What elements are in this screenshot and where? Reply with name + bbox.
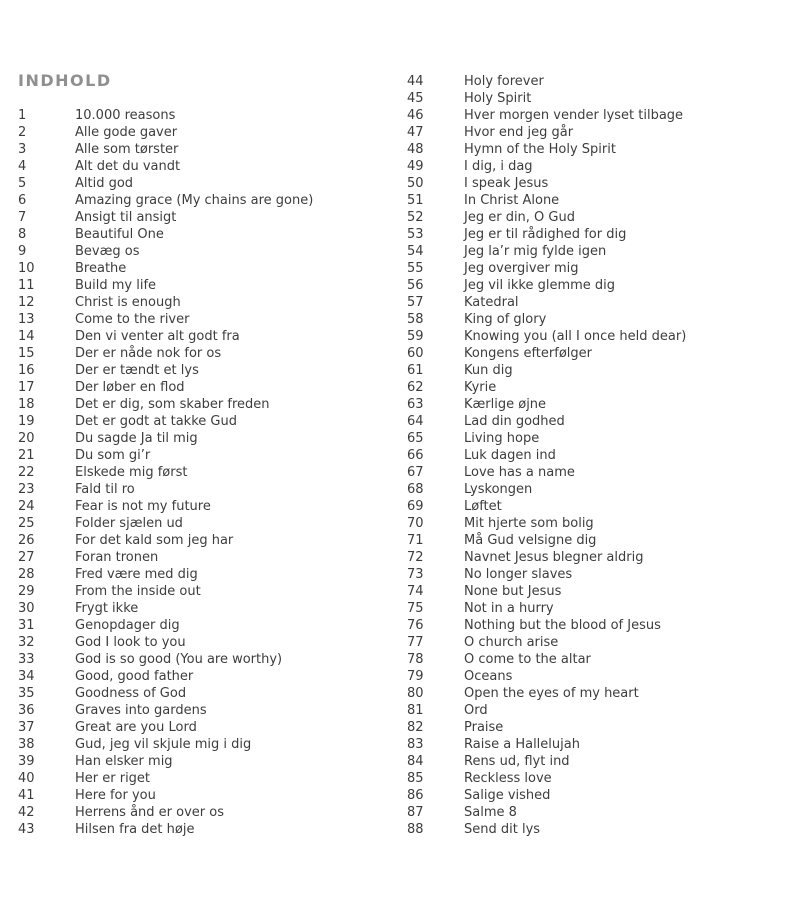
toc-entry-title: I speak Jesus xyxy=(464,176,549,191)
toc-entry-number: 52 xyxy=(407,210,424,225)
toc-entry-title: Altid god xyxy=(75,176,134,191)
toc-entry-number: 39 xyxy=(18,754,35,769)
toc-entry-number: 67 xyxy=(407,465,424,480)
toc-entry xyxy=(407,107,686,124)
toc-entry-number: 11 xyxy=(18,278,35,293)
toc-entry xyxy=(18,345,313,362)
toc-entry-title: Open the eyes of my heart xyxy=(464,686,639,701)
toc-entry-title: Der løber en flod xyxy=(75,380,185,395)
toc-entry-title: I dig, i dag xyxy=(464,159,533,174)
toc-entry-title: Der er tændt et lys xyxy=(75,363,199,378)
toc-entry-title: Graves into gardens xyxy=(75,703,207,718)
toc-entry-title: God I look to you xyxy=(75,635,186,650)
toc-entry-title: Beautiful One xyxy=(75,227,164,242)
toc-entry-title: Reckless love xyxy=(464,771,552,786)
toc-entry-title: Kongens efterfølger xyxy=(464,346,592,361)
toc-entry-title: O come to the altar xyxy=(464,652,591,667)
toc-entry-number: 58 xyxy=(407,312,424,327)
toc-entry xyxy=(407,702,686,719)
toc-entry-title: Fred være med dig xyxy=(75,567,198,582)
toc-entry-number: 43 xyxy=(18,822,35,837)
toc-entry xyxy=(18,498,313,515)
toc-entry-title: Katedral xyxy=(464,295,519,310)
toc-entry-number: 29 xyxy=(18,584,35,599)
toc-entry xyxy=(407,804,686,821)
toc-entry xyxy=(18,583,313,600)
toc-entry-number: 54 xyxy=(407,244,424,259)
toc-entry-title: Der er nåde nok for os xyxy=(75,346,222,361)
toc-entry-title: Hymn of the Holy Spirit xyxy=(464,142,616,157)
toc-entry-number: 10 xyxy=(18,261,35,276)
toc-entry-number: 15 xyxy=(18,346,35,361)
toc-entry-number: 74 xyxy=(407,584,424,599)
toc-entry-title: Løftet xyxy=(464,499,502,514)
toc-entry-number: 16 xyxy=(18,363,35,378)
toc-entry-number: 28 xyxy=(18,567,35,582)
toc-entry-title: In Christ Alone xyxy=(464,193,560,208)
toc-entry-title: Fear is not my future xyxy=(75,499,211,514)
toc-entry xyxy=(18,124,313,141)
toc-entry-number: 83 xyxy=(407,737,424,752)
toc-entry xyxy=(18,311,313,328)
toc-entry-number: 81 xyxy=(407,703,424,718)
toc-entry-number: 27 xyxy=(18,550,35,565)
toc-entry-title: Alle som tørster xyxy=(75,142,179,157)
toc-entry-title: Kærlige øjne xyxy=(464,397,547,412)
toc-entry xyxy=(407,175,686,192)
toc-entry-title: Ord xyxy=(464,703,488,718)
toc-entry-number: 2 xyxy=(18,125,27,140)
toc-entry xyxy=(407,532,686,549)
toc-entry xyxy=(18,413,313,430)
toc-entry-title: Breathe xyxy=(75,261,127,276)
toc-entry xyxy=(18,447,313,464)
toc-entry-title: Hvor end jeg går xyxy=(464,125,574,140)
toc-entry xyxy=(18,464,313,481)
toc-entry-number: 7 xyxy=(18,210,27,225)
toc-entry-title: None but Jesus xyxy=(464,584,562,599)
toc-entry xyxy=(18,532,313,549)
toc-entry-title: Bevæg os xyxy=(75,244,140,259)
toc-entry-number: 30 xyxy=(18,601,35,616)
toc-entry-number: 88 xyxy=(407,822,424,837)
toc-entry xyxy=(18,753,313,770)
toc-entry-number: 50 xyxy=(407,176,424,191)
toc-entry xyxy=(18,770,313,787)
toc-entry xyxy=(407,515,686,532)
toc-entry-number: 45 xyxy=(407,91,424,106)
toc-entry-title: Holy forever xyxy=(464,74,544,89)
toc-entry xyxy=(407,396,686,413)
toc-entry-number: 62 xyxy=(407,380,424,395)
toc-entry xyxy=(407,770,686,787)
toc-entry xyxy=(407,209,686,226)
toc-entry xyxy=(18,804,313,821)
toc-column-right xyxy=(407,73,686,838)
toc-entry xyxy=(18,702,313,719)
toc-entry-title: Den vi venter alt godt fra xyxy=(75,329,240,344)
toc-entry xyxy=(18,481,313,498)
toc-entry-title: Raise a Hallelujah xyxy=(464,737,580,752)
toc-entry-number: 47 xyxy=(407,125,424,140)
toc-entry-title: Praise xyxy=(464,720,504,735)
toc-entry-number: 36 xyxy=(18,703,35,718)
toc-entry xyxy=(18,787,313,804)
toc-entry-title: Frygt ikke xyxy=(75,601,139,616)
toc-entry xyxy=(407,583,686,600)
toc-entry xyxy=(407,736,686,753)
toc-entry-title: Alle gode gaver xyxy=(75,125,178,140)
toc-entry-number: 19 xyxy=(18,414,35,429)
toc-entry-number: 55 xyxy=(407,261,424,276)
toc-entry xyxy=(407,73,686,90)
toc-entry-number: 42 xyxy=(18,805,35,820)
toc-entry xyxy=(407,498,686,515)
toc-entry-number: 87 xyxy=(407,805,424,820)
toc-entry-title: King of glory xyxy=(464,312,547,327)
toc-entry-number: 26 xyxy=(18,533,35,548)
toc-entry-number: 21 xyxy=(18,448,35,463)
toc-entry xyxy=(18,736,313,753)
toc-entry-number: 9 xyxy=(18,244,27,259)
toc-entry-number: 40 xyxy=(18,771,35,786)
toc-entry xyxy=(407,464,686,481)
toc-entry-title: Knowing you (all I once held dear) xyxy=(464,329,687,344)
toc-entry xyxy=(407,600,686,617)
toc-entry-title: Good, good father xyxy=(75,669,194,684)
toc-entry xyxy=(407,90,686,107)
toc-entry xyxy=(407,821,686,838)
toc-entry-number: 75 xyxy=(407,601,424,616)
toc-entry-number: 24 xyxy=(18,499,35,514)
toc-entry-title: Herrens ånd er over os xyxy=(75,805,225,820)
toc-entry-number: 12 xyxy=(18,295,35,310)
toc-entry-title: Goodness of God xyxy=(75,686,187,701)
toc-entry-title: Lad din godhed xyxy=(464,414,565,429)
toc-entry-title: Her er riget xyxy=(75,771,151,786)
toc-entry-number: 69 xyxy=(407,499,424,514)
toc-entry xyxy=(407,549,686,566)
toc-entry-title: Genopdager dig xyxy=(75,618,180,633)
toc-entry-number: 86 xyxy=(407,788,424,803)
toc-entry-number: 57 xyxy=(407,295,424,310)
toc-entry-title: Han elsker mig xyxy=(75,754,173,769)
toc-entry-title: Gud, jeg vil skjule mig i dig xyxy=(75,737,252,752)
toc-entry-number: 66 xyxy=(407,448,424,463)
toc-entry-title: Love has a name xyxy=(464,465,575,480)
toc-entry-number: 84 xyxy=(407,754,424,769)
toc-entry-title: Salme 8 xyxy=(464,805,517,820)
toc-entry-number: 49 xyxy=(407,159,424,174)
toc-entry-title: Må Gud velsigne dig xyxy=(464,533,597,548)
toc-entry xyxy=(407,617,686,634)
toc-entry-number: 35 xyxy=(18,686,35,701)
toc-entry xyxy=(18,600,313,617)
toc-entry-number: 6 xyxy=(18,193,27,208)
toc-entry-title: Du sagde Ja til mig xyxy=(75,431,198,446)
toc-entry-number: 77 xyxy=(407,635,424,650)
toc-entry xyxy=(18,668,313,685)
toc-entry xyxy=(407,668,686,685)
toc-entry xyxy=(18,277,313,294)
toc-entry-title: Fald til ro xyxy=(75,482,135,497)
toc-entry xyxy=(18,294,313,311)
toc-entry-title: Christ is enough xyxy=(75,295,181,310)
toc-entry-number: 37 xyxy=(18,720,35,735)
toc-entry-number: 80 xyxy=(407,686,424,701)
toc-entry-number: 34 xyxy=(18,669,35,684)
toc-entry-title: Jeg vil ikke glemme dig xyxy=(464,278,616,293)
toc-entry xyxy=(407,328,686,345)
toc-entry-number: 1 xyxy=(18,108,27,123)
toc-entry-title: Build my life xyxy=(75,278,157,293)
toc-entry-title: Ansigt til ansigt xyxy=(75,210,177,225)
toc-entry xyxy=(407,141,686,158)
toc-entry-number: 61 xyxy=(407,363,424,378)
toc-entry xyxy=(407,243,686,260)
toc-entry-title: Det er godt at takke Gud xyxy=(75,414,237,429)
toc-entry-number: 63 xyxy=(407,397,424,412)
toc-entry xyxy=(407,379,686,396)
toc-entry-title: Foran tronen xyxy=(75,550,159,565)
toc-entry-number: 82 xyxy=(407,720,424,735)
toc-entry xyxy=(18,209,313,226)
toc-entry-number: 4 xyxy=(18,159,27,174)
toc-entry-title: Amazing grace (My chains are gone) xyxy=(75,193,314,208)
toc-entry xyxy=(18,175,313,192)
toc-entry-title: Jeg er til rådighed for dig xyxy=(464,227,627,242)
toc-entry-number: 78 xyxy=(407,652,424,667)
toc-entry xyxy=(18,107,313,124)
toc-entry-number: 23 xyxy=(18,482,35,497)
toc-entry-title: Send dit lys xyxy=(464,822,541,837)
toc-entry-number: 64 xyxy=(407,414,424,429)
toc-entry-title: Holy Spirit xyxy=(464,91,532,106)
toc-entry xyxy=(18,141,313,158)
toc-entry-number: 51 xyxy=(407,193,424,208)
toc-entry-number: 38 xyxy=(18,737,35,752)
toc-entry xyxy=(18,549,313,566)
toc-entry-title: Navnet Jesus blegner aldrig xyxy=(464,550,644,565)
toc-entry xyxy=(18,719,313,736)
toc-entry xyxy=(18,566,313,583)
toc-entry-title: Salige vished xyxy=(464,788,551,803)
toc-entry-title: Lyskongen xyxy=(464,482,533,497)
toc-entry xyxy=(407,685,686,702)
toc-entry xyxy=(18,617,313,634)
toc-entry xyxy=(407,345,686,362)
toc-entry-number: 76 xyxy=(407,618,424,633)
toc-entry xyxy=(407,124,686,141)
toc-entry xyxy=(18,685,313,702)
toc-entry-title: Det er dig, som skaber freden xyxy=(75,397,270,412)
toc-entry-number: 20 xyxy=(18,431,35,446)
toc-entry-title: Elskede mig først xyxy=(75,465,188,480)
toc-entry xyxy=(407,787,686,804)
toc-entry-title: Nothing but the blood of Jesus xyxy=(464,618,661,633)
toc-entry-title: Luk dagen ind xyxy=(464,448,556,463)
toc-entry-title: Here for you xyxy=(75,788,156,803)
toc-entry-title: For det kald som jeg har xyxy=(75,533,234,548)
toc-entry-title: Folder sjælen ud xyxy=(75,516,183,531)
toc-entry-number: 8 xyxy=(18,227,27,242)
toc-entry xyxy=(18,396,313,413)
toc-entry-title: Jeg er din, O Gud xyxy=(464,210,575,225)
toc-entry xyxy=(18,379,313,396)
toc-entry-number: 68 xyxy=(407,482,424,497)
toc-entry-number: 25 xyxy=(18,516,35,531)
toc-entry-title: Jeg la’r mig fylde igen xyxy=(464,244,607,259)
toc-entry xyxy=(18,634,313,651)
toc-entry xyxy=(407,294,686,311)
toc-entry-number: 14 xyxy=(18,329,35,344)
toc-entry-title: Not in a hurry xyxy=(464,601,554,616)
toc-entry-number: 60 xyxy=(407,346,424,361)
toc-entry-title: Mit hjerte som bolig xyxy=(464,516,594,531)
toc-entry-title: Great are you Lord xyxy=(75,720,197,735)
toc-entry xyxy=(407,158,686,175)
toc-entry-number: 17 xyxy=(18,380,35,395)
toc-entry xyxy=(407,362,686,379)
toc-entry-number: 85 xyxy=(407,771,424,786)
toc-entry-number: 18 xyxy=(18,397,35,412)
toc-entry xyxy=(18,328,313,345)
toc-entry-number: 32 xyxy=(18,635,35,650)
toc-entry-number: 72 xyxy=(407,550,424,565)
toc-entry xyxy=(407,719,686,736)
toc-entry-number: 70 xyxy=(407,516,424,531)
toc-entry-title: No longer slaves xyxy=(464,567,573,582)
toc-entry xyxy=(407,481,686,498)
toc-entry xyxy=(407,753,686,770)
toc-entry-title: Hver morgen vender lyset tilbage xyxy=(464,108,684,123)
toc-entry-number: 59 xyxy=(407,329,424,344)
toc-entry xyxy=(407,192,686,209)
toc-entry-title: Rens ud, flyt ind xyxy=(464,754,570,769)
toc-entry xyxy=(18,362,313,379)
toc-entry-title: Jeg overgiver mig xyxy=(464,261,579,276)
toc-entry xyxy=(18,821,313,838)
toc-entry xyxy=(18,260,313,277)
toc-entry-title: God is so good (You are worthy) xyxy=(75,652,283,667)
toc-entry-title: 10.000 reasons xyxy=(75,108,176,123)
toc-entry xyxy=(407,566,686,583)
toc-entry-number: 46 xyxy=(407,108,424,123)
toc-entry-title: Du som gi’r xyxy=(75,448,151,463)
toc-entry-number: 73 xyxy=(407,567,424,582)
toc-entry xyxy=(18,192,313,209)
toc-column-left xyxy=(18,107,313,838)
toc-entry xyxy=(18,430,313,447)
toc-entry-number: 53 xyxy=(407,227,424,242)
toc-entry-title: Alt det du vandt xyxy=(75,159,181,174)
toc-entry-title: Living hope xyxy=(464,431,540,446)
page-title: INDHOLD xyxy=(18,71,112,90)
toc-entry xyxy=(18,651,313,668)
toc-entry xyxy=(407,634,686,651)
toc-entry xyxy=(407,413,686,430)
toc-entry-title: Kun dig xyxy=(464,363,513,378)
toc-entry xyxy=(407,447,686,464)
toc-entry-title: Oceans xyxy=(464,669,513,684)
toc-entry xyxy=(407,277,686,294)
toc-entry-number: 41 xyxy=(18,788,35,803)
toc-entry-title: Hilsen fra det høje xyxy=(75,822,195,837)
toc-entry-number: 79 xyxy=(407,669,424,684)
toc-entry-number: 44 xyxy=(407,74,424,89)
toc-entry xyxy=(18,515,313,532)
toc-entry xyxy=(407,311,686,328)
toc-entry xyxy=(18,226,313,243)
toc-entry xyxy=(18,243,313,260)
toc-entry-number: 56 xyxy=(407,278,424,293)
toc-entry xyxy=(407,651,686,668)
toc-entry-number: 3 xyxy=(18,142,27,157)
toc-entry-title: Kyrie xyxy=(464,380,497,395)
toc-entry-title: Come to the river xyxy=(75,312,190,327)
toc-entry-number: 22 xyxy=(18,465,35,480)
toc-entry xyxy=(407,430,686,447)
toc-entry-title: O church arise xyxy=(464,635,559,650)
toc-entry xyxy=(18,158,313,175)
toc-entry-number: 65 xyxy=(407,431,424,446)
toc-entry xyxy=(407,226,686,243)
toc-entry-number: 31 xyxy=(18,618,35,633)
toc-entry-title: From the inside out xyxy=(75,584,201,599)
toc-entry-number: 33 xyxy=(18,652,35,667)
toc-entry-number: 13 xyxy=(18,312,35,327)
toc-entry-number: 5 xyxy=(18,176,27,191)
toc-entry xyxy=(407,260,686,277)
toc-entry-number: 48 xyxy=(407,142,424,157)
toc-entry-number: 71 xyxy=(407,533,424,548)
